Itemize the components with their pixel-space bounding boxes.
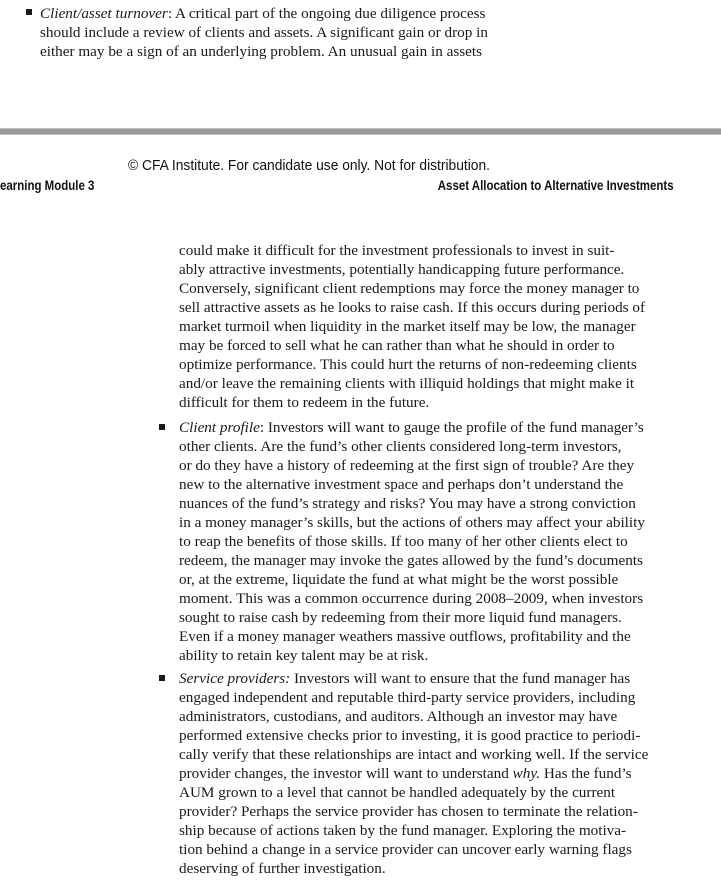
bullet-icon — [26, 9, 32, 15]
service-providers-item: Service providers: Investors will want to ensure that the fund manager has engaged independent and reputable third-party service providers, including administrators, custodians, and auditors. Although an investor may have performed extensive checks prior to investing, it is good practice to periodi- cally verify that these relationships are intact and working well. If the service provider changes, the investor will want to understand why. Has the fund’s AUM grown to a level that cannot be handled adequately by the current provider? Perhaps the service provider has chosen to terminate the relation- ship because of actions taken by the fund manager. Exploring the motiva- tion behind a change in a service provider can uncover early warning flags deserving of further investigation. — [179, 670, 649, 877]
running-title: Asset Allocation to Alternative Investments — [438, 177, 674, 193]
term-service-providers: Service providers: — [179, 670, 291, 687]
term-client-asset-turnover: Client/asset turnover — [40, 5, 168, 22]
continuation-paragraph: could make it difficult for the investment professionals to invest in suit- ably attractive investments, potentially handicapping future performance. Conversely, significant client redemptions may force the money manager to sell attractive assets as he looks to raise cash. If this occurs during periods of market turmoil when liquidity in the market itself may be low, the manager may be forced to sell what he can rather than what he should in order to optimize performance. This could hurt the returns of non-redeeming clients and/or leave the remaining clients with illiquid holdings that might make it difficult for them to redeem in the future. — [179, 242, 646, 411]
module-label: earning Module 3 — [0, 177, 95, 193]
copyright-notice: © CFA Institute. For candidate use only. Not for distribution. — [128, 157, 490, 174]
client-asset-turnover-item: Client/asset turnover: A critical part of the ongoing due diligence process should include a review of clients and assets. A significant gain or drop in either may be a sign of an underlying problem. An unusual gain in assets — [40, 5, 488, 60]
client-profile-item: Client profile: Investors will want to gauge the profile of the fund manager’s other clients. Are the fund’s other clients considered long-term investors, or do they have a history of redeeming at the first sign of trouble? Are they new to the alternative investment space and perhaps don’t understand the nuances of the fund’s strategy and risks? You may have a strong conviction in a money manager’s skills, but the actions of others may affect your ability to reap the benefits of those skills. If too many of her other clients elect to redeem, the manager may invoke the gates allowed by the fund’s documents or, at the extreme, liquidate the fund at what might be the worst possible moment. This was a common occurrence during 2008–2009, when investors sought to raise cash by redeeming from their more liquid fund managers. Even if a money manager weathers massive outflows, profitability and the ability to retain key talent may be at risk. — [179, 419, 645, 664]
term-client-profile: Client profile — [179, 419, 260, 436]
previous-page-fragment — [0, 0, 721, 128]
emphasis-why: why. — [512, 765, 541, 782]
page-break-divider — [0, 128, 721, 135]
bullet-icon — [159, 675, 165, 681]
bullet-icon — [159, 424, 165, 430]
